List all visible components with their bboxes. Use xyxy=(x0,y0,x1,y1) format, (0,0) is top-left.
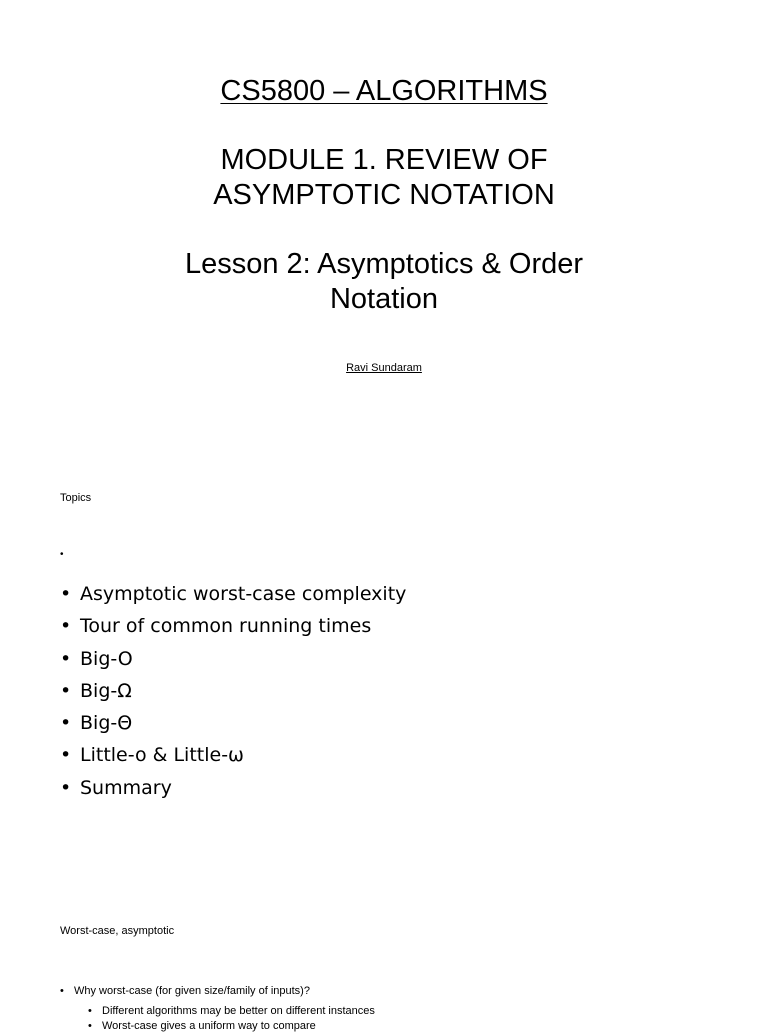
list-item xyxy=(60,643,406,675)
lesson-title xyxy=(0,247,768,317)
topic-text: Big-O xyxy=(80,647,133,670)
section-heading: Worst-case, asymptotic xyxy=(60,925,175,937)
empty-bullet: • xyxy=(60,549,64,560)
bullet-icon: • xyxy=(60,776,72,799)
sub-bullet-list xyxy=(88,1004,375,1034)
module-title-line-2: ASYMPTOTIC NOTATION xyxy=(213,179,555,211)
bullet-icon: • xyxy=(88,1020,92,1032)
author-link[interactable]: Ravi Sundaram xyxy=(346,362,422,374)
list-item xyxy=(60,707,406,739)
sub-bullet-text: Different algorithms may be better on different instances xyxy=(102,1005,375,1017)
bullet-text: Why worst-case (for given size/family of inputs)? xyxy=(74,985,310,997)
list-item xyxy=(60,984,375,1034)
topics-list xyxy=(60,578,406,804)
list-item xyxy=(60,578,406,610)
topic-text: Big-Ω xyxy=(80,679,132,702)
sub-bullet-text: Worst-case gives a uniform way to compare xyxy=(102,1020,316,1032)
list-item xyxy=(60,610,406,642)
list-item xyxy=(60,675,406,707)
topic-text: Big-Θ xyxy=(80,712,133,735)
bullet-icon: • xyxy=(60,679,72,702)
list-item xyxy=(88,1004,375,1019)
bullet-icon: • xyxy=(60,583,72,605)
bullet-icon: • xyxy=(60,647,72,670)
topics-heading: Topics xyxy=(60,492,92,504)
lesson-title-line-2: Notation xyxy=(329,283,438,315)
course-title: CS5800 – ALGORITHMS xyxy=(220,75,548,107)
bullet-icon: • xyxy=(88,1005,92,1017)
list-item xyxy=(88,1019,375,1034)
topic-text: Summary xyxy=(80,776,172,799)
bullet-icon: • xyxy=(60,985,64,997)
module-title-line-1: MODULE 1. REVIEW OF xyxy=(220,144,548,176)
list-item xyxy=(60,772,406,804)
worst-case-list xyxy=(60,984,375,1034)
lesson-title-line-1: Lesson 2: Asymptotics & Order xyxy=(184,248,584,280)
module-title xyxy=(0,143,768,213)
bullet-icon: • xyxy=(60,744,72,767)
topic-text: Asymptotic worst-case complexity xyxy=(80,583,407,605)
topic-text: Tour of common running times xyxy=(80,615,372,638)
bullet-icon: • xyxy=(60,712,72,735)
bullet-icon: • xyxy=(60,615,72,638)
list-item xyxy=(60,739,406,771)
topic-text: Little-o & Little-ω xyxy=(80,744,244,767)
